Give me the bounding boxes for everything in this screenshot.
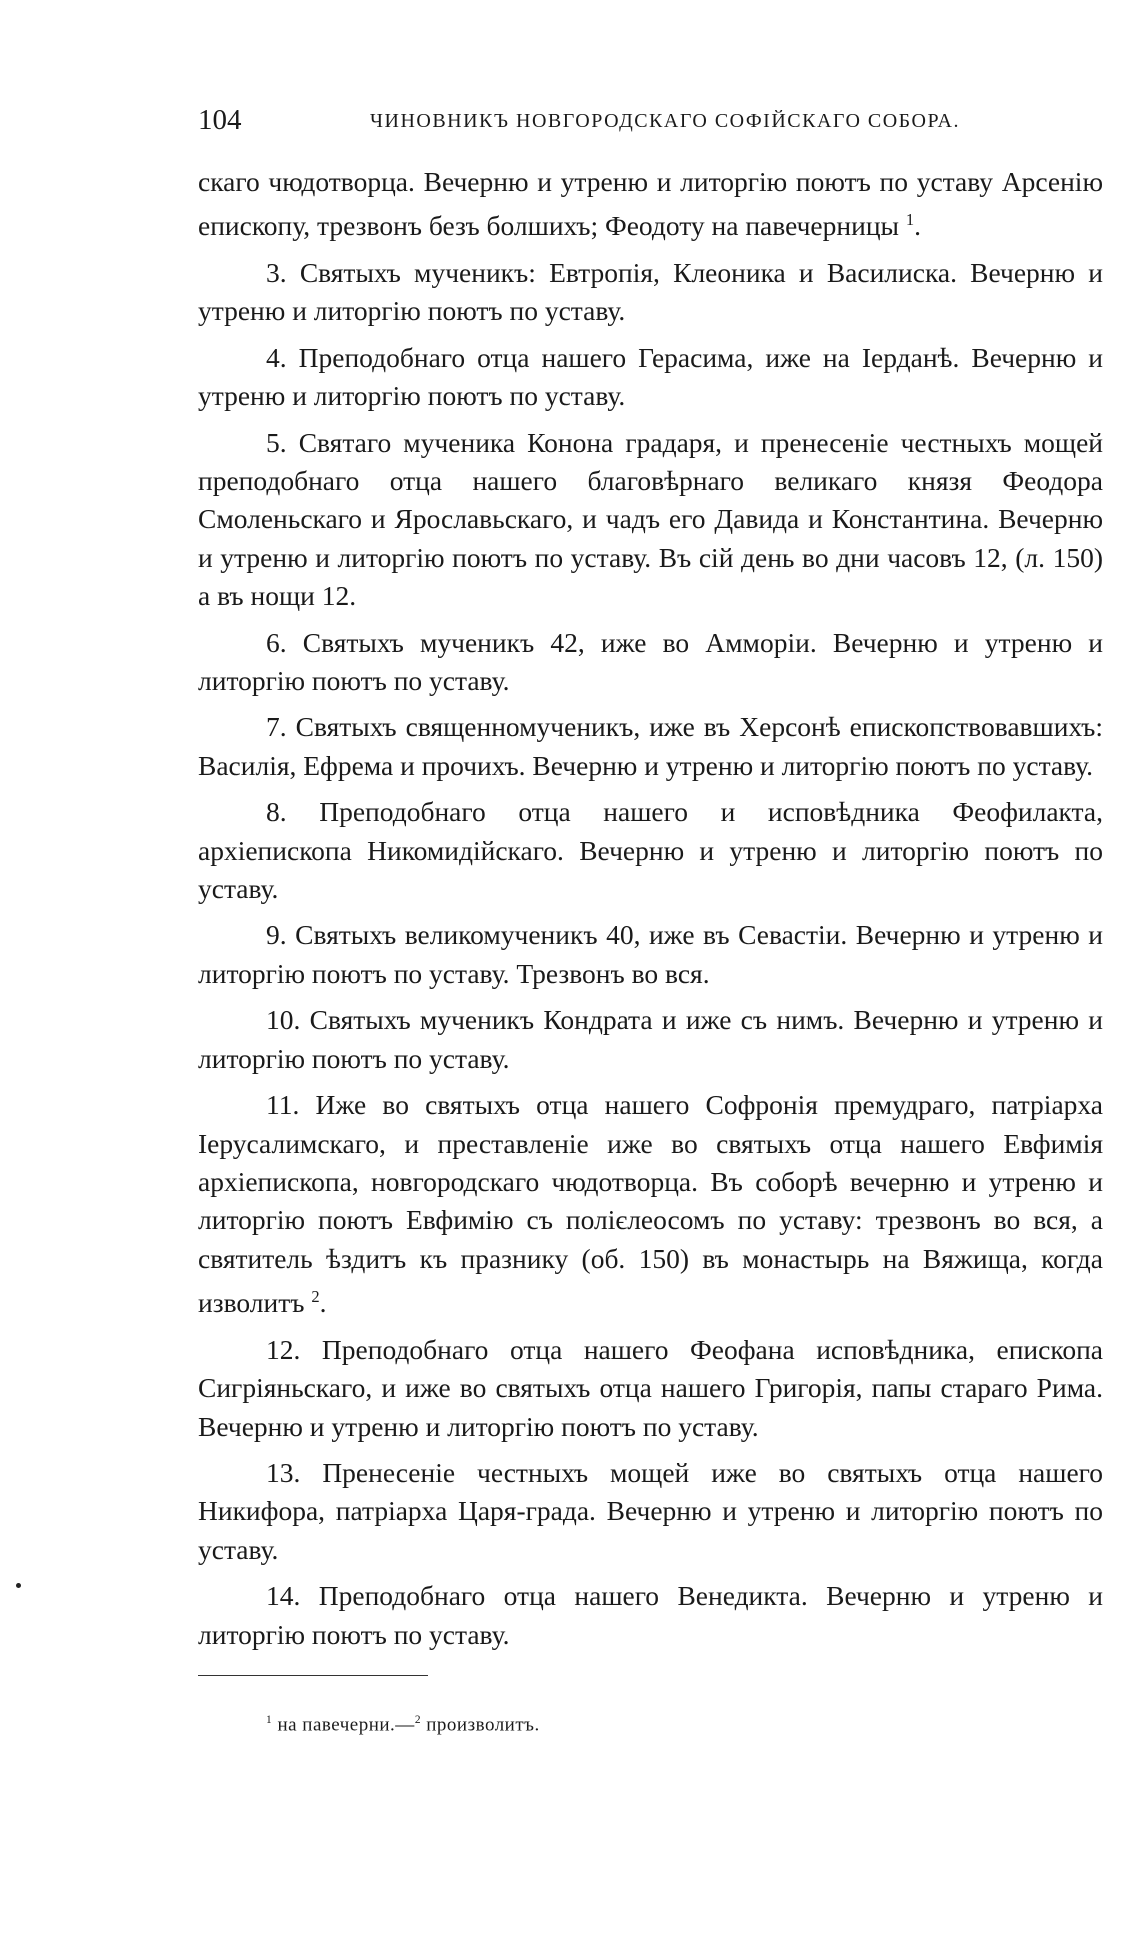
- paragraph: 9. Святыхъ великомученикъ 40, иже въ Севастіи. Вечерню и утреню и литоргію поютъ по уставу. Трезвонъ во вся.: [198, 919, 1103, 989]
- paragraph: 4. Преподобнаго отца нашего Герасима, иже на Іерданѣ. Вечерню и утреню и литоргію поютъ по уставу.: [198, 341, 1103, 412]
- paragraph-end: .: [914, 210, 922, 242]
- footnotes: [266, 1714, 540, 1736]
- paragraph: 6. Святыхъ мученикъ 42, иже во Амморіи. Вечерню и утреню и литоргію поютъ по уставу.: [198, 626, 1103, 697]
- footnote-ref: 2: [311, 1287, 320, 1307]
- paragraph-text: 11. Иже во святыхъ отца нашего Софронія премудраго, патріарха Іерусалимскаго, и преставленіе иже во святыхъ отца нашего Евфимія архіепископа, новгородскаго чюдотворца. Въ соборѣ вечерню и утреню и литоргію поютъ Евфимію съ полієлеосомъ по уставу: трезвонъ во вся, а святитель ѣздитъ къ празнику (об. 150) въ монастырь на Вяжища, когда изволитъ: [198, 1089, 1103, 1319]
- paragraph: 8. Преподобнаго отца нашего и исповѣдника Феофилакта, архіепископа Никомидійскаго. Вечерню и утреню и литоргію поютъ по уставу.: [198, 796, 1103, 905]
- footnote-ref: 1: [905, 210, 915, 230]
- body-text: [198, 163, 1103, 1662]
- paragraph: 12. Преподобнаго отца нашего Феофана исповѣдника, епископа Сигріяньскаго, и иже во святыхъ отца нашего Григорія, папы стараго Рима. Вечерню и утреню и литоргію поютъ по уставу.: [198, 1333, 1103, 1442]
- footnote-rule: [198, 1675, 428, 1676]
- page-number: 104: [198, 104, 242, 136]
- paragraph: 10. Святыхъ мученикъ Кондрата и иже съ нимъ. Вечерню и утреню и литоргію поютъ по уставу.: [198, 1004, 1103, 1074]
- paragraph: [198, 1086, 1103, 1323]
- footnote-marker: 1: [266, 1714, 273, 1726]
- paragraph: 13. Пренесеніе честныхъ мощей иже во святыхъ отца нашего Никифора, патріарха Царя-града. Вечерню и утреню и литоргію поютъ по уставу.: [198, 1456, 1103, 1565]
- footnote-marker: 2: [414, 1714, 422, 1726]
- paragraph: [198, 163, 1103, 246]
- running-title: ЧИНОВНИКЪ НОВГОРОДСКАГО СОФІЙСКАГО СОБОРА.: [370, 110, 960, 132]
- paragraph: 3. Святыхъ мученикъ: Евтропія, Клеоника и Василиска. Вечерню и утреню и литоргію поютъ по уставу.: [198, 256, 1103, 327]
- paragraph-text: скаго чюдотворца. Вечерню и утреню и литоргію поютъ по уставу Арсенію епископу, трезвонъ безъ болшихъ; Феодоту на павечерницы: [198, 166, 1103, 242]
- paragraph: 14. Преподобнаго отца нашего Венедикта. Вечерню и утреню и литоргію поютъ по уставу.: [198, 1580, 1103, 1650]
- footnote-text: произволитъ.: [421, 1714, 540, 1736]
- margin-speck: [16, 1583, 21, 1588]
- paragraph: 5. Святаго мученика Конона градаря, и пренесеніе честныхъ мощей преподобнаго отца нашего благовѣрнаго великаго князя Феодора Смоленьскаго и Ярославьскаго, и чадъ его Давида и Константина. Вечерню и утреню и литоргію поютъ по уставу. Въ сій день во дни часовъ 12, (л. 150) а въ нощи 12.: [198, 426, 1103, 612]
- paragraph-end: .: [319, 1287, 327, 1319]
- footnote-text: на павечерни.—: [272, 1714, 415, 1736]
- page-header: [198, 104, 1103, 144]
- paragraph: 7. Святыхъ священномученикъ, иже въ Херсонѣ епископствовавшихъ: Василія, Ефрема и прочихъ. Вечерню и утреню и литоргію поютъ по уставу.: [198, 711, 1103, 781]
